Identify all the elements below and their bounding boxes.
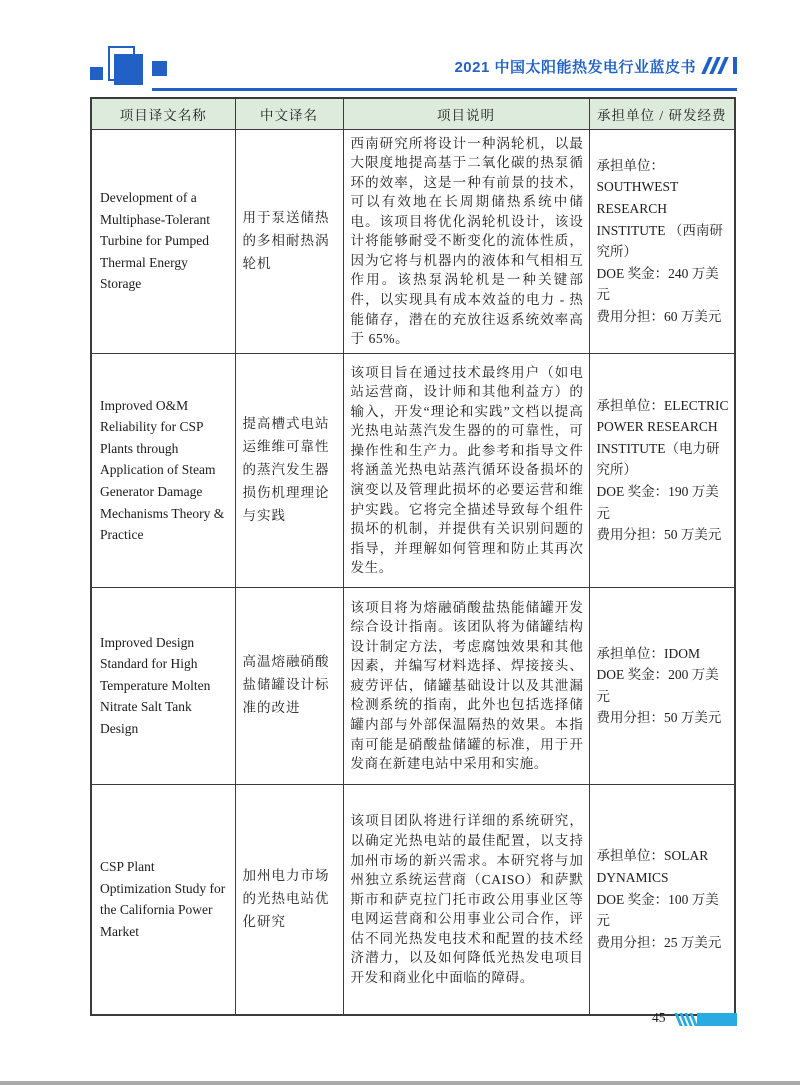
funding-unit: 承担单位：IDOM (596, 645, 700, 661)
column-header-funding: 承担单位 / 研发经费 (589, 98, 735, 129)
page-bottom-edge (0, 1081, 800, 1085)
funding-unit: 承担单位：ELECTRIC POWER RESEARCH INSTITUTE（电力研究所） (596, 397, 729, 478)
header-title: 2021 中国太阳能热发电行业蓝皮书 (454, 59, 696, 76)
project-name-en: Development of a Multiphase-Tolerant Turbine for Pumped Thermal Energy Storage (91, 129, 235, 353)
project-funding (589, 784, 735, 1015)
header-slashes-icon (703, 57, 737, 75)
logo-square-small (90, 67, 103, 80)
project-description: 该项目将为熔融硝酸盐热能储罐开发综合设计指南。该团队将为储罐结构设计制定方法，考虑腐蚀效果和其他因素，并编写材料选择、焊接接头、疲劳评估，储罐基础设计以及其泄漏检测系统的指南，此外也包括选择储罐内部与外部保温隔热的效果。本指南可能是硝酸盐储罐的标准，用于开发商在新建电站中采用和实施。 (343, 587, 589, 784)
table-row (91, 587, 735, 784)
project-description: 该项目团队将进行详细的系统研究，以确定光热电站的最佳配置，以支持加州市场的新兴需求。本研究将与加州独立系统运营商（CAISO）和萨默斯市和萨克拉门托市政公用事业区等电网运营商和公用事业公司合作，评估不同光热发电技术和配置的技术经济潜力，以及如何降低光热发电项目开发和商业化中面临的障碍。 (343, 784, 589, 1015)
project-name-cn: 提高槽式电站运维维可靠性的蒸汽发生器损伤机理理论与实践 (235, 353, 343, 587)
project-description: 该项目旨在通过技术最终用户（如电站运营商，设计师和其他利益方）的输入，开发“理论和实践”文档以提高光热电站蒸汽发生器的的可靠性，可操作性和生产力。此参考和指导文件将涵盖光热电站蒸汽循环设备损坏的演变以及管理此损坏的必要运营和维护实践。它将完全描述导致每个组件损坏的机制，并提供有关识别问题的指导，并理解如何管理和防止其再次发生。 (343, 353, 589, 587)
funding-doe-award: DOE 奖金：240 万美元 (596, 265, 719, 303)
footer-bar-icon (676, 1013, 737, 1026)
funding-unit: 承担单位：SOLAR DYNAMICS (596, 848, 709, 886)
column-header-chinese-name: 中文译名 (235, 98, 343, 129)
funding-cost-share: 费用分担：60 万美元 (596, 308, 722, 324)
column-header-description: 项目说明 (343, 98, 589, 129)
funding-doe-award: DOE 奖金：100 万美元 (596, 891, 719, 929)
column-header-project-name: 项目译文名称 (91, 98, 235, 129)
funding-cost-share: 费用分担：50 万美元 (596, 710, 722, 726)
logo-square-mid (152, 61, 167, 76)
logo-square-big (114, 54, 143, 85)
project-description: 西南研究所将设计一种涡轮机，以最大限度地提高基于二氧化碳的热泵循环的效率，这是一种有前景的技术，可以有效地在长周期储热系统中储电。该项目将优化涡轮机设计，该设计将能够耐受不断变化的流体性质，因为它将与机器内的液体和气相相互作用。该热泵涡轮机是一种关键部件，以实现具有成本效益的电力 - 热能储存，潜在的充放往返系统效率高于 65%。 (343, 129, 589, 353)
project-name-cn: 加州电力市场的光热电站优化研究 (235, 784, 343, 1015)
projects-table (90, 97, 736, 1016)
table-header-row (91, 98, 735, 129)
table-row (91, 129, 735, 353)
project-funding (589, 129, 735, 353)
project-funding (589, 587, 735, 784)
table-row (91, 353, 735, 587)
project-name-en: Improved O&M Reliability for CSP Plants through Application of Steam Generator Damage Mechanisms Theory & Practice (91, 353, 235, 587)
page-number: 45 (652, 1010, 666, 1025)
project-name-en: Improved Design Standard for High Temperature Molten Nitrate Salt Tank Design (91, 587, 235, 784)
project-funding (589, 353, 735, 587)
project-name-cn: 高温熔融硝酸盐储罐设计标准的改进 (235, 587, 343, 784)
project-name-en: CSP Plant Optimization Study for the California Power Market (91, 784, 235, 1015)
funding-cost-share: 费用分担：25 万美元 (596, 934, 722, 950)
project-name-cn: 用于泵送储热的多相耐热涡轮机 (235, 129, 343, 353)
funding-cost-share: 费用分担：50 万美元 (596, 527, 722, 543)
funding-doe-award: DOE 奖金：190 万美元 (596, 483, 719, 521)
logo-icon (90, 46, 174, 90)
funding-unit: 承担单位：SOUTHWEST RESEARCH INSTITUTE （西南研究所） (596, 157, 723, 260)
funding-doe-award: DOE 奖金：200 万美元 (596, 667, 719, 704)
header-rule (152, 88, 737, 91)
table-row (91, 784, 735, 1015)
